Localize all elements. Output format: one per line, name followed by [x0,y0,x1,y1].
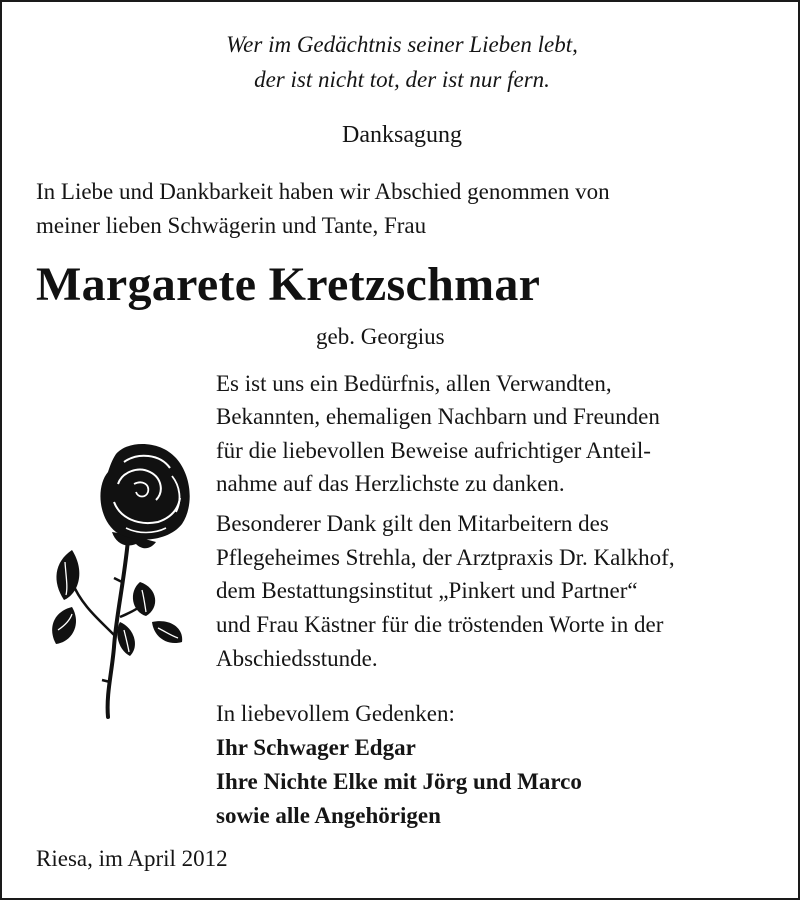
intro-line-2: meiner lieben Schwägerin und Tante, Frau [36,213,427,238]
remembrance-line: In liebevollem Gedenken: [216,701,455,726]
mourner-line: Ihre Nichte Elke mit Jörg und Marco [216,769,582,794]
thanks-line: Abschiedsstunde. [216,646,378,671]
thanks-line: nahme auf das Herzlichste zu danken. [216,471,565,496]
motto-line-1: Wer im Gedächtnis seiner Lieben lebt, [226,32,578,57]
place-date: Riesa, im April 2012 [36,846,228,871]
thanks-line: dem Bestattungsinstitut „Pinkert und Partner“ [216,578,638,603]
thanks-line: Pflegeheimes Strehla, der Arztpraxis Dr. Kalkhof, [216,545,675,570]
thanks-line: Es ist uns ein Bedürfnis, allen Verwandten, [216,371,612,396]
thanks-line: für die liebevollen Beweise aufrichtiger Anteil- [216,438,651,463]
motto-line-2: der ist nicht tot, der ist nur fern. [254,67,550,92]
mourner-line: sowie alle Angehörigen [216,803,441,828]
rose-icon [42,432,202,722]
thanks-line: Besonderer Dank gilt den Mitarbeitern des [216,511,609,536]
thanks-line: und Frau Kästner für die tröstenden Worte in der [216,612,664,637]
thanks-line: Bekannten, ehemaligen Nachbarn und Freunden [216,404,660,429]
intro-line-1: In Liebe und Dankbarkeit haben wir Abschied genommen von [36,179,610,204]
heading-danksagung: Danksagung [342,122,462,148]
mourner-line: Ihr Schwager Edgar [216,735,416,760]
birth-name: geb. Georgius [316,324,445,349]
deceased-name: Margarete Kretzschmar [36,258,541,311]
